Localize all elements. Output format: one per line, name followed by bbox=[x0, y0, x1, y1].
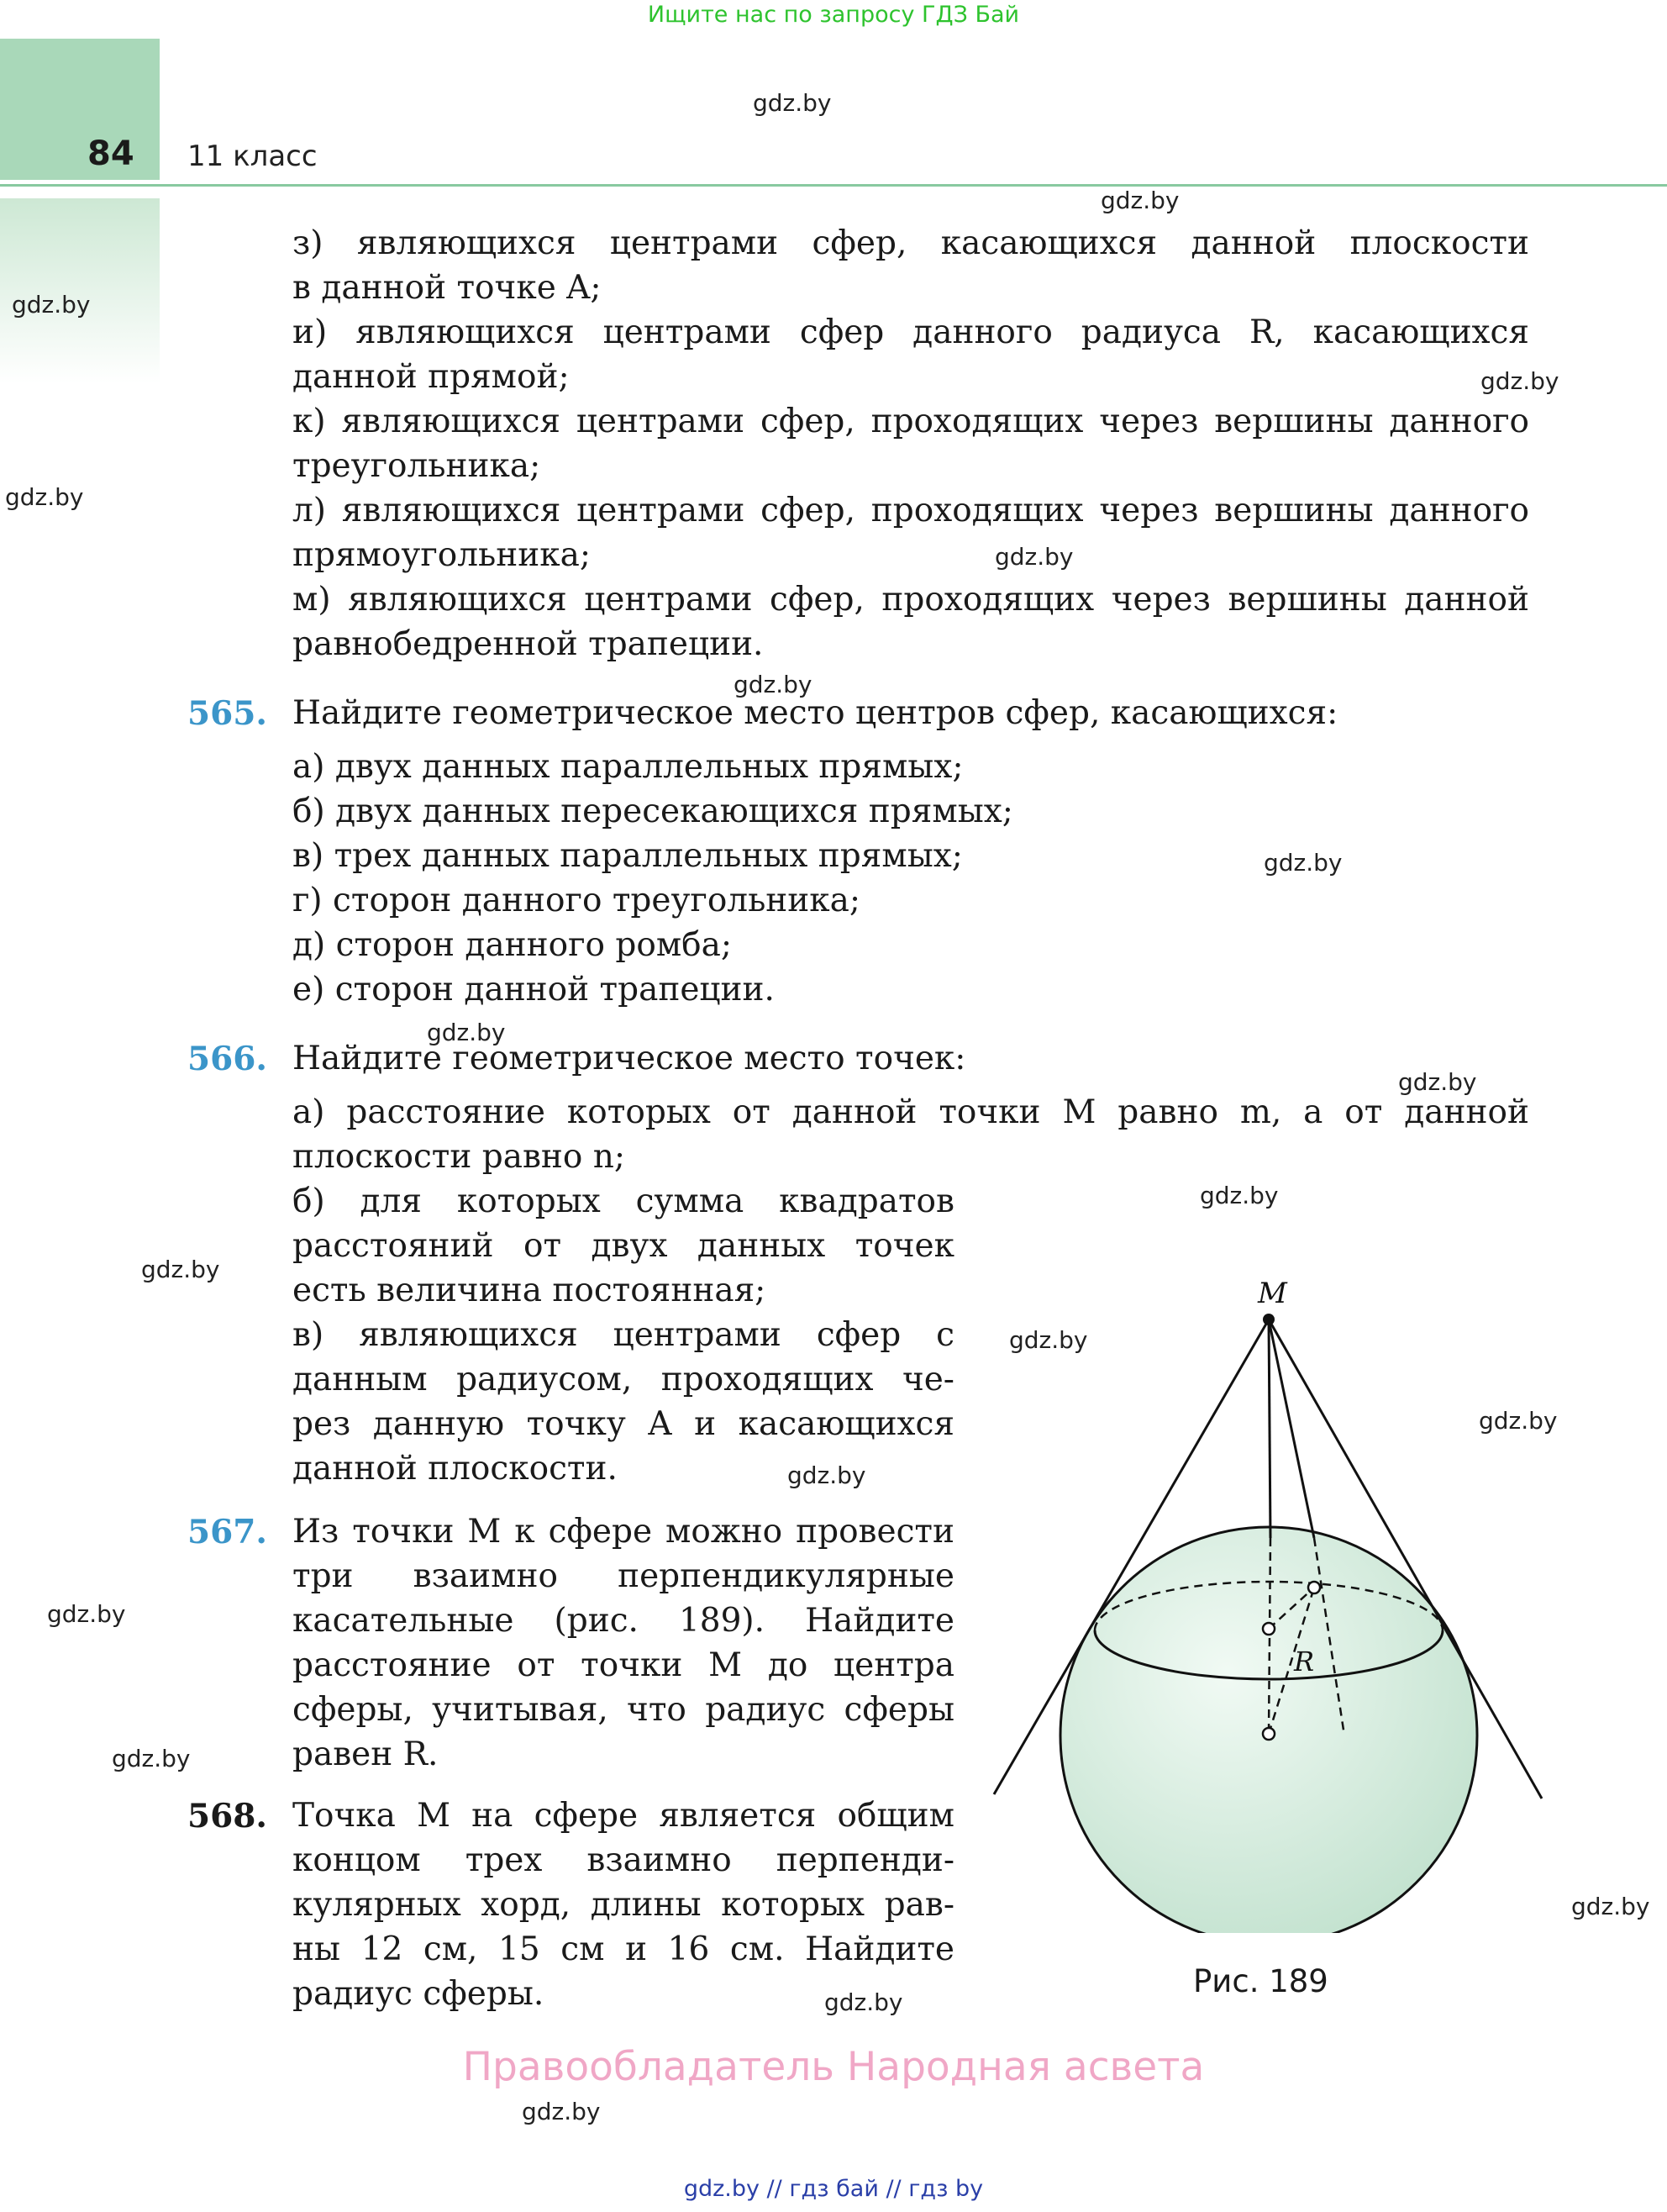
text-line: радиус сферы. bbox=[292, 1975, 544, 2013]
text-line: прямоугольника; bbox=[292, 536, 591, 574]
text-line: ны 12 см, 15 см и 16 см. Найдите bbox=[292, 1930, 954, 1968]
sphere-center-point bbox=[1263, 1728, 1275, 1740]
text-line: концом трех взаимно перпенди- bbox=[292, 1841, 954, 1879]
text-line: равен R. bbox=[292, 1735, 439, 1773]
tangent-point bbox=[1308, 1582, 1320, 1593]
list-item: д) сторон данного ромба; bbox=[292, 926, 733, 964]
text-line: к) являющихся центрами сфер, проходящих через вершины данного bbox=[292, 403, 1529, 440]
tangent-line-middle bbox=[1269, 1319, 1270, 1538]
watermark: gdz.by bbox=[995, 543, 1074, 571]
list-item: в) трех данных параллельных прямых; bbox=[292, 837, 963, 875]
text-line: три взаимно перпендикулярные bbox=[292, 1557, 954, 1595]
page-number: 84 bbox=[87, 134, 134, 173]
watermark: gdz.by bbox=[753, 89, 832, 117]
text-line: расстояние от точки M до центра bbox=[292, 1646, 954, 1684]
text-line: л) являющихся центрами сфер, проходящих через вершины данного bbox=[292, 492, 1529, 529]
watermark: gdz.by bbox=[427, 1019, 506, 1046]
radius-label: R bbox=[1294, 1646, 1315, 1677]
grade-label: 11 класс bbox=[187, 140, 318, 173]
search-banner: Ищите нас по запросу ГДЗ Бай bbox=[647, 2, 1020, 28]
watermark: gdz.by bbox=[112, 1745, 191, 1772]
text-line: треугольника; bbox=[292, 447, 541, 485]
problem-number: 566. bbox=[187, 1040, 267, 1078]
list-item: б) двух данных пересекающихся прямых; bbox=[292, 793, 1013, 830]
watermark: gdz.by bbox=[1200, 1182, 1279, 1209]
text-line: равнобедренной трапеции. bbox=[292, 625, 764, 663]
watermark: gdz.by bbox=[1398, 1068, 1477, 1096]
watermark: gdz.by bbox=[1480, 367, 1559, 395]
watermark: gdz.by bbox=[1264, 849, 1343, 877]
list-item: данным радиусом, проходящих че- bbox=[292, 1361, 954, 1398]
watermark: gdz.by bbox=[787, 1462, 866, 1489]
text-line: кулярных хорд, длины которых рав- bbox=[292, 1886, 954, 1924]
sphere-tangents-figure bbox=[991, 1269, 1563, 1933]
list-item: а) двух данных параллельных прямых; bbox=[292, 748, 964, 786]
footer-links[interactable]: gdz.by // гдз бай // гдз by bbox=[683, 2176, 984, 2202]
list-item: б) для которых сумма квадратов bbox=[292, 1182, 954, 1220]
watermark: gdz.by bbox=[12, 291, 91, 319]
point-m-label: M bbox=[1258, 1277, 1287, 1310]
cap-center-point bbox=[1263, 1623, 1275, 1635]
watermark: gdz.by bbox=[141, 1256, 220, 1283]
header-divider bbox=[0, 184, 1667, 187]
watermark: gdz.by bbox=[47, 1600, 126, 1628]
text-line: данной прямой; bbox=[292, 358, 570, 396]
text-line: касательные (рис. 189). Найдите bbox=[292, 1602, 954, 1640]
problem-statement: Найдите геометрическое место точек: bbox=[292, 1040, 966, 1077]
figure-caption: Рис. 189 bbox=[1193, 1963, 1328, 1999]
watermark: gdz.by bbox=[734, 671, 812, 698]
problem-statement: Найдите геометрическое место центров сфер, касающихся: bbox=[292, 694, 1338, 732]
text-line: в данной точке A; bbox=[292, 269, 602, 307]
watermark: gdz.by bbox=[824, 1988, 903, 2016]
text-line: Из точки M к сфере можно провести bbox=[292, 1513, 954, 1551]
list-item: е) сторон данной трапеции. bbox=[292, 971, 775, 1009]
tangent-line-middle-2 bbox=[1269, 1319, 1314, 1538]
list-item: г) сторон данного треугольника; bbox=[292, 882, 861, 919]
problem-number: 567. bbox=[187, 1513, 267, 1551]
list-item: есть величина постоянная; bbox=[292, 1272, 766, 1309]
text-line: з) являющихся центрами сфер, касающихся данной плоскости bbox=[292, 224, 1529, 262]
list-item: данной плоскости. bbox=[292, 1450, 618, 1488]
list-item: в) являющихся центрами сфер с bbox=[292, 1316, 954, 1354]
watermark: gdz.by bbox=[1101, 187, 1180, 214]
text-line: и) являющихся центрами сфер данного радиуса R, касающихся bbox=[292, 313, 1529, 351]
watermark: gdz.by bbox=[5, 483, 84, 511]
copyright-notice: Правообладатель Народная асвета bbox=[462, 2044, 1205, 2090]
list-item: а) расстояние которых от данной точки M равно m, а от данной bbox=[292, 1093, 1529, 1131]
watermark: gdz.by bbox=[522, 2098, 601, 2125]
problem-number: 565. bbox=[187, 694, 267, 733]
text-line: Точка M на сфере является общим bbox=[292, 1797, 954, 1835]
list-item: расстояний от двух данных точек bbox=[292, 1227, 954, 1265]
list-item: рез данную точку A и касающихся bbox=[292, 1405, 954, 1443]
point-m bbox=[1263, 1314, 1275, 1325]
watermark: gdz.by bbox=[1479, 1407, 1558, 1435]
list-item: плоскости равно n; bbox=[292, 1138, 626, 1176]
problem-number: 568. bbox=[187, 1797, 267, 1835]
text-line: сферы, учитывая, что радиус сферы bbox=[292, 1691, 954, 1729]
page-tab bbox=[0, 39, 160, 180]
text-line: м) являющихся центрами сфер, проходящих через вершины данной bbox=[292, 581, 1529, 619]
watermark: gdz.by bbox=[1009, 1326, 1088, 1354]
watermark: gdz.by bbox=[1571, 1893, 1650, 1920]
